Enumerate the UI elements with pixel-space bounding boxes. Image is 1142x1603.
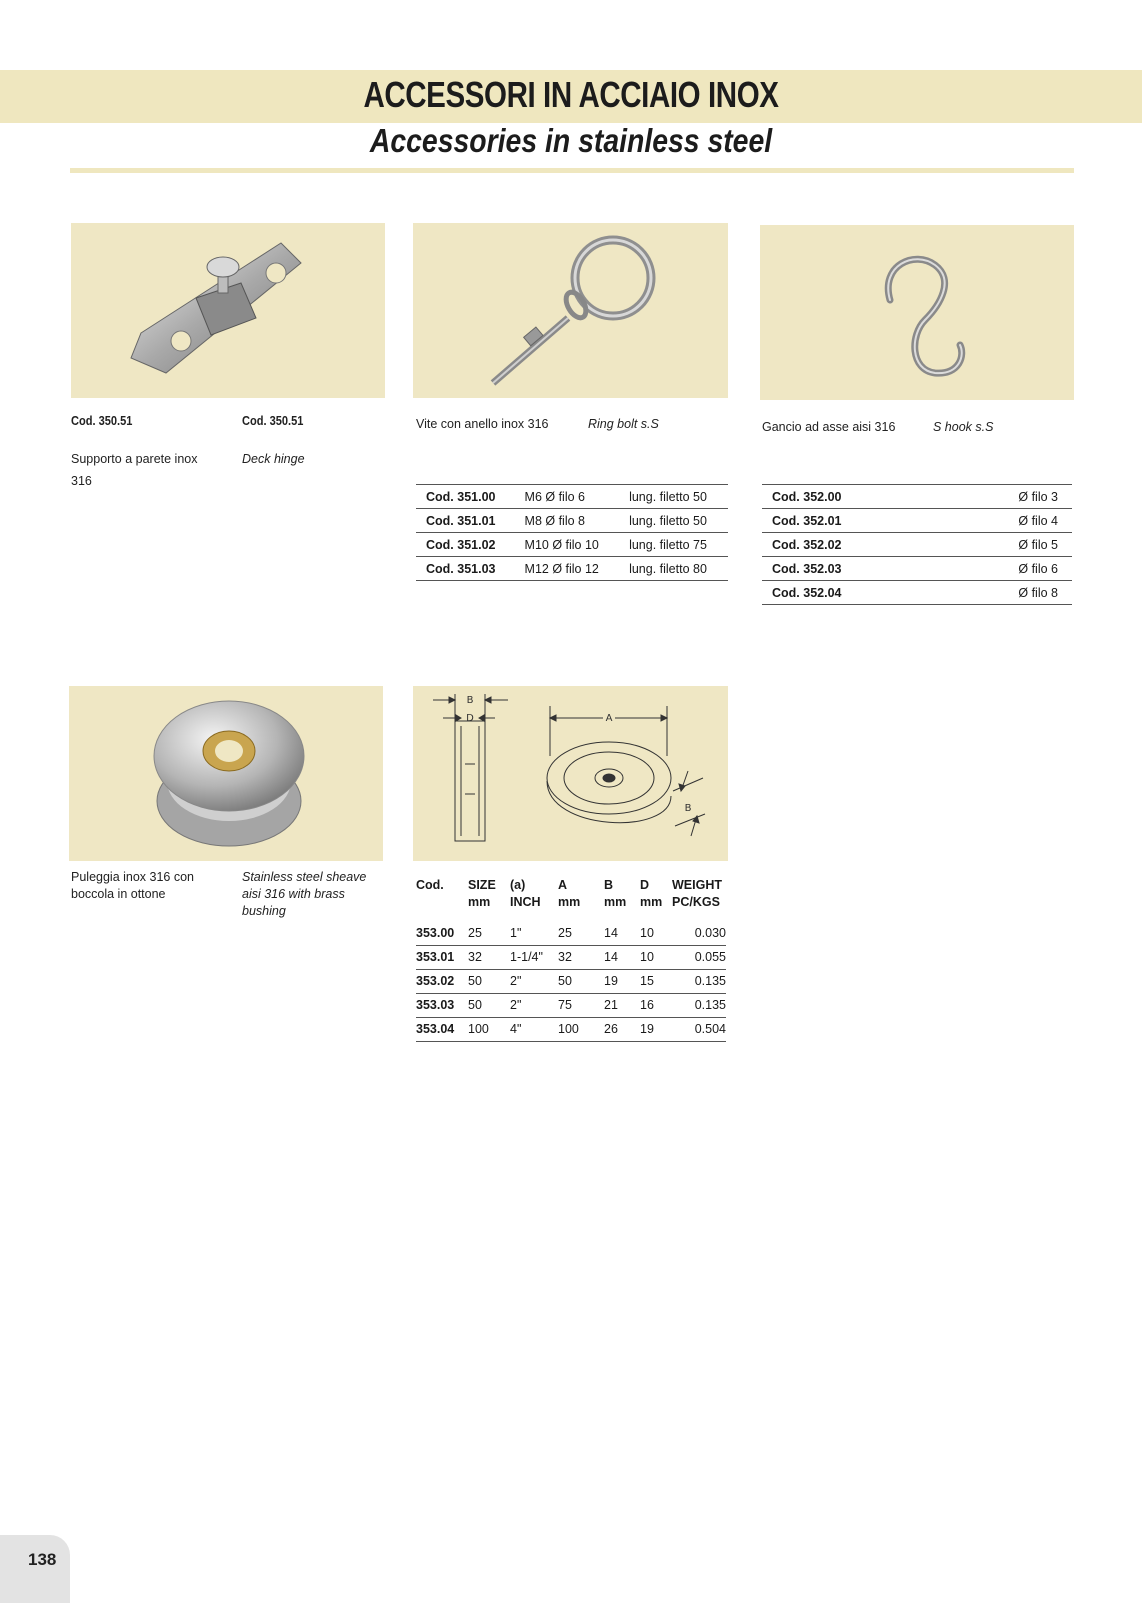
row-code: Cod. 351.02 xyxy=(416,533,515,557)
diagram-label-a: A xyxy=(605,713,613,724)
cell-a: 50 xyxy=(558,969,604,993)
cell-size: 100 xyxy=(468,1017,510,1041)
cell-b: 26 xyxy=(604,1017,640,1041)
cell-code: 353.01 xyxy=(416,945,468,969)
table-header-row xyxy=(416,875,726,921)
table-row xyxy=(416,1017,726,1041)
cell-b: 21 xyxy=(604,993,640,1017)
cell-d: 16 xyxy=(640,993,672,1017)
page-title: ACCESSORI IN ACCIAIO INOX xyxy=(363,74,779,115)
row-length: lung. filetto 50 xyxy=(619,485,728,509)
ring-bolt-table xyxy=(416,484,728,581)
cell-weight: 0.030 xyxy=(672,921,726,945)
s-hook-photo xyxy=(760,225,1074,400)
cell-b: 14 xyxy=(604,945,640,969)
header-d: D mm xyxy=(640,878,663,909)
cell-code: 353.02 xyxy=(416,969,468,993)
cell-d: 19 xyxy=(640,1017,672,1041)
deck-hinge-desc-en: Deck hinge xyxy=(242,452,305,466)
row-size: M8 Ø filo 8 xyxy=(515,509,620,533)
header-code: Cod. xyxy=(416,878,444,892)
row-length: lung. filetto 50 xyxy=(619,509,728,533)
diagram-label-b-side: B xyxy=(684,803,692,814)
cell-a: 75 xyxy=(558,993,604,1017)
table-row xyxy=(416,969,726,993)
s-hook-desc-it: Gancio ad asse aisi 316 xyxy=(762,420,896,434)
cell-a: 100 xyxy=(558,1017,604,1041)
table-row xyxy=(762,557,1072,581)
row-wire: Ø filo 4 xyxy=(934,509,1072,533)
row-size: M10 Ø filo 10 xyxy=(515,533,620,557)
table-row xyxy=(416,509,728,533)
cell-b: 14 xyxy=(604,921,640,945)
table-row xyxy=(762,581,1072,605)
sheave-table xyxy=(416,875,726,1042)
row-code: Cod. 352.04 xyxy=(762,581,934,605)
cell-a: 32 xyxy=(558,945,604,969)
sheave-desc-en-3: bushing xyxy=(242,904,286,918)
row-code: Cod. 352.01 xyxy=(762,509,934,533)
s-hook-desc-en: S hook s.S xyxy=(933,420,994,434)
sheave-desc-it-1: Puleggia inox 316 con xyxy=(71,870,195,884)
header-size: SIZE mm xyxy=(468,878,496,909)
table-row xyxy=(762,509,1072,533)
cell-inch: 2" xyxy=(510,969,558,993)
ring-bolt-desc-it: Vite con anello inox 316 xyxy=(416,417,549,431)
cell-weight: 0.135 xyxy=(672,969,726,993)
sheave-desc-it-2: boccola in ottone xyxy=(71,887,166,901)
deck-hinge-desc-it-1: Supporto a parete inox xyxy=(71,452,198,466)
page-subtitle: Accessories in stainless steel xyxy=(369,122,773,159)
header-a: A mm xyxy=(558,878,581,909)
row-wire: Ø filo 8 xyxy=(934,581,1072,605)
cell-inch: 1-1/4" xyxy=(510,945,558,969)
header-weight: WEIGHT PC/KGS xyxy=(672,878,722,909)
sheave-photo xyxy=(69,686,383,861)
cell-inch: 2" xyxy=(510,993,558,1017)
deck-hinge-photo xyxy=(71,223,385,398)
table-row xyxy=(416,945,726,969)
row-size: M12 Ø filo 12 xyxy=(515,557,620,581)
sheave-desc-en-2: aisi 316 with brass xyxy=(242,887,345,901)
ring-bolt-desc-en: Ring bolt s.S xyxy=(588,417,659,431)
page-number: 138 xyxy=(28,1550,57,1569)
cell-weight: 0.055 xyxy=(672,945,726,969)
row-length: lung. filetto 75 xyxy=(619,533,728,557)
s-hook-table xyxy=(762,484,1072,605)
cell-size: 25 xyxy=(468,921,510,945)
cell-size: 32 xyxy=(468,945,510,969)
cell-d: 10 xyxy=(640,945,672,969)
cell-a: 25 xyxy=(558,921,604,945)
cell-d: 15 xyxy=(640,969,672,993)
row-wire: Ø filo 5 xyxy=(934,533,1072,557)
cell-size: 50 xyxy=(468,993,510,1017)
cell-weight: 0.504 xyxy=(672,1017,726,1041)
table-row xyxy=(416,921,726,945)
deck-hinge-code: Cod. 350.51 xyxy=(71,413,133,428)
header-inch: (a) INCH xyxy=(510,878,541,909)
cell-code: 353.04 xyxy=(416,1017,468,1041)
row-code: Cod. 352.00 xyxy=(762,485,934,509)
table-row xyxy=(416,993,726,1017)
table-row xyxy=(416,485,728,509)
cell-size: 50 xyxy=(468,969,510,993)
row-code: Cod. 351.01 xyxy=(416,509,515,533)
header-b: B mm xyxy=(604,878,627,909)
row-wire: Ø filo 3 xyxy=(934,485,1072,509)
sheave-diagram xyxy=(413,686,728,861)
deck-hinge-code-en: Cod. 350.51 xyxy=(242,413,304,428)
cell-inch: 1" xyxy=(510,921,558,945)
diagram-label-b: B xyxy=(466,695,474,706)
row-wire: Ø filo 6 xyxy=(934,557,1072,581)
row-code: Cod. 351.00 xyxy=(416,485,515,509)
deck-hinge-desc-it-2: 316 xyxy=(71,474,92,488)
table-row xyxy=(416,557,728,581)
cell-inch: 4" xyxy=(510,1017,558,1041)
diagram-label-d: D xyxy=(466,713,474,724)
row-size: M6 Ø filo 6 xyxy=(515,485,620,509)
ring-bolt-photo xyxy=(413,223,728,398)
cell-weight: 0.135 xyxy=(672,993,726,1017)
cell-b: 19 xyxy=(604,969,640,993)
table-row xyxy=(762,533,1072,557)
row-length: lung. filetto 80 xyxy=(619,557,728,581)
table-row xyxy=(416,533,728,557)
row-code: Cod. 352.02 xyxy=(762,533,934,557)
cell-d: 10 xyxy=(640,921,672,945)
row-code: Cod. 352.03 xyxy=(762,557,934,581)
header-rule xyxy=(70,168,1074,173)
cell-code: 353.00 xyxy=(416,921,468,945)
cell-code: 353.03 xyxy=(416,993,468,1017)
sheave-desc-en-1: Stainless steel sheave xyxy=(242,870,367,884)
row-code: Cod. 351.03 xyxy=(416,557,515,581)
table-row xyxy=(762,485,1072,509)
